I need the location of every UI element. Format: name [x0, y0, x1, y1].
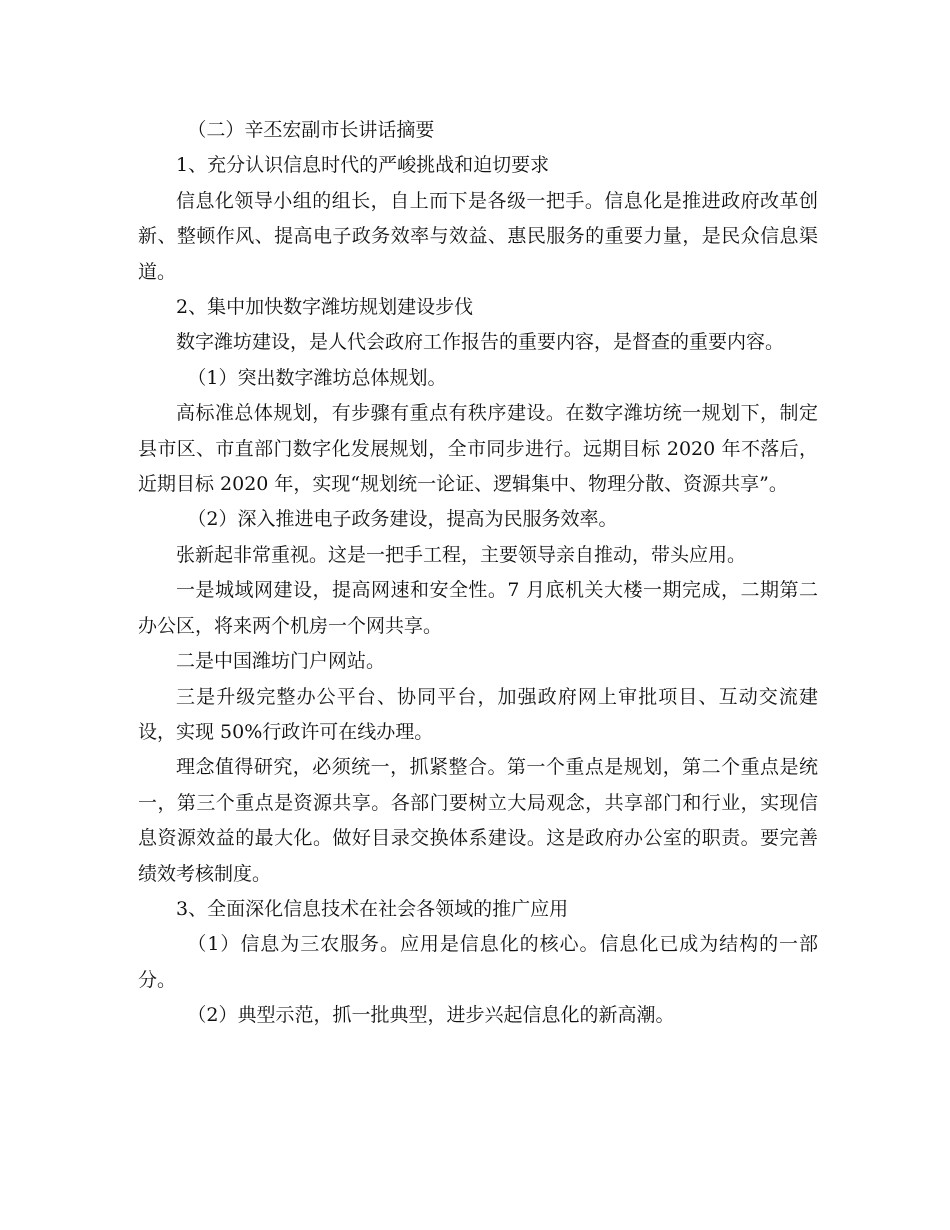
list-item-heading: （1）信息为三农服务。应用是信息化的核心。信息化已成为结构的一部分。 — [138, 933, 818, 991]
subheading-3: 3、全面深化信息技术在社会各领域的推广应用 — [176, 897, 569, 920]
paragraph: 张新起非常重视。这是一把手工程，主要领导亲自推动，带头应用。 — [176, 543, 747, 566]
paragraph: 数字潍坊建设，是人代会政府工作报告的重要内容，是督查的重要内容。 — [176, 331, 785, 354]
paragraph: 一是城域网建设，提高网速和安全性。7 月底机关大楼一期完成，二期第二办公区，将来两个机房一个网共享。 — [138, 579, 818, 637]
subheading-1: 1、充分认识信息时代的严峻挑战和迫切要求 — [176, 154, 550, 177]
document-body — [138, 113, 818, 1034]
list-item-heading: （2）深入推进电子政务建设，提高为民服务效率。 — [187, 508, 618, 531]
paragraph: 二是中国潍坊门户网站。 — [176, 650, 386, 673]
subheading-2: 2、集中加快数字潍坊规划建设步伐 — [176, 296, 474, 319]
paragraph: 信息化领导小组的组长，自上而下是各级一把手。信息化是推进政府改革创新、整顿作风、提高电子政务效率与效益、惠民服务的重要力量，是民众信息渠道。 — [138, 189, 818, 283]
paragraph: 理念值得研究，必须统一，抓紧整合。第一个重点是规划，第二个重点是统一，第三个重点是资源共享。各部门要树立大局观念，共享部门和行业，实现信息资源效益的最大化。做好目录交换体系建设。这是政府办公室的职责。要完善绩效考核制度。 — [138, 756, 818, 885]
paragraph: 高标准总体规划，有步骤有重点有秩序建设。在数字潍坊统一规划下，制定县市区、市直部门数字化发展规划，全市同步进行。远期目标 2020 年不落后，近期目标 2020 年，实现“规划统一论证、逻辑集中、物理分散、资源共享”。 — [138, 402, 818, 496]
section-heading: （二）辛丕宏副市长讲话摘要 — [187, 119, 435, 141]
paragraph: 三是升级完整办公平台、协同平台，加强政府网上审批项目、互动交流建设，实现 50%行政许可在线办理。 — [138, 685, 818, 743]
list-item-heading: （1）突出数字潍坊总体规划。 — [187, 366, 447, 389]
list-item-heading: （2）典型示范，抓一批典型，进步兴起信息化的新高潮。 — [187, 1004, 675, 1027]
